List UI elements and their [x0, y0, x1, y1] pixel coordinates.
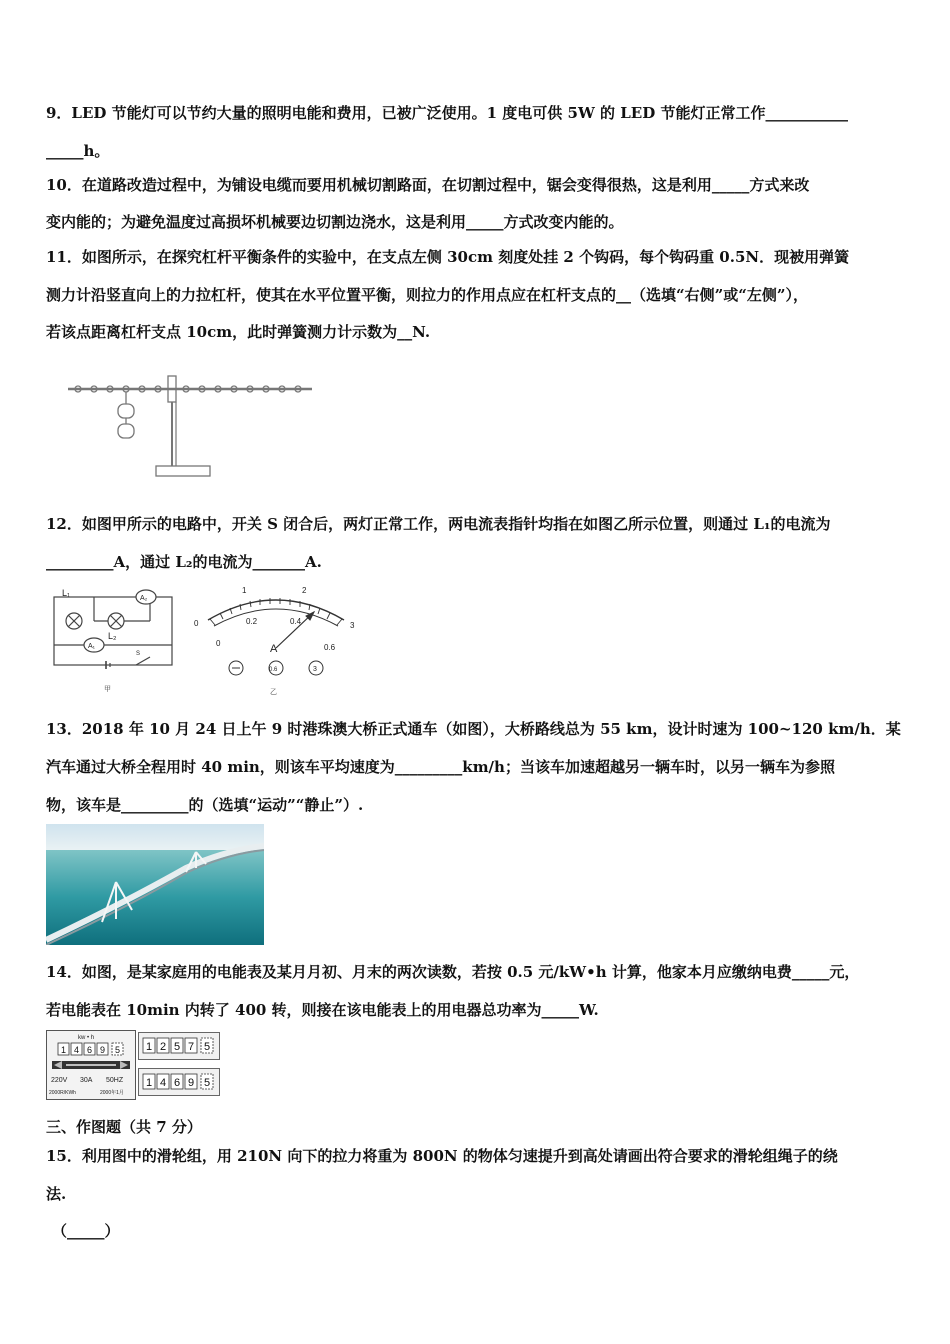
terminal-3: 3 [313, 666, 317, 673]
q12-line-1: 12．如图甲所示的电路中，开关 S 闭合后，两灯正常工作，两电流表指针均指在如图乙所示位置，则通过 L₁的电流为 [46, 515, 831, 533]
circuit-a1-label: A₁ [88, 643, 96, 650]
meter-digit-2: 4 [74, 1045, 80, 1055]
end-digit-1: 1 [146, 1077, 153, 1089]
lever-figure [60, 362, 320, 484]
end-digit-3: 6 [174, 1077, 181, 1089]
q10-line-2: 变内能的；为避免温度过高损坏机械要边切割边浇水，这是利用_____方式改变内能的。 [46, 213, 624, 231]
q15-answer-blank: （_____） [52, 1222, 120, 1240]
meter-tick-0: 0 [194, 619, 199, 628]
q15-line-2: 法. [46, 1185, 67, 1203]
q13-line-3: 物，该车是_________的（选填“运动”“静止”）. [46, 796, 364, 814]
q15-line-1: 15．利用图中的滑轮组，用 210N 向下的拉力将重为 800N 的物体匀速提升到高处请画出符合要求的滑轮组绳子的绕 [46, 1147, 838, 1165]
q11-line-1: 11．如图所示，在探究杠杆平衡条件的实验中，在支点左侧 30cm 刻度处挂 2 个钩码，每个钩码重 0.5N．现被用弹簧 [46, 248, 850, 266]
energy-meter-unit: kw • h [78, 1035, 95, 1041]
circuit-diagram [46, 583, 178, 695]
reading-month-end [138, 1068, 220, 1096]
circuit-l2-label: L₂ [108, 631, 117, 641]
spec-frequency: 50HZ [106, 1077, 124, 1084]
meter-tick-2: 2 [302, 586, 307, 595]
meter-unit: A [270, 643, 278, 655]
meter-inner-tick-0: 0 [216, 639, 221, 648]
start-digit-4: 7 [188, 1041, 195, 1053]
end-digit-5: 5 [204, 1077, 211, 1089]
start-digit-2: 2 [160, 1041, 167, 1053]
q13-line-1: 13．2018 年 10 月 24 日上午 9 时港珠澳大桥正式通车（如图），大桥路线总为 55 km，设计时速为 100~120 km/h．某 [46, 720, 901, 738]
start-digit-3: 5 [174, 1041, 181, 1053]
ammeter-dial [190, 580, 362, 700]
end-digit-2: 4 [160, 1077, 167, 1089]
start-digit-5: 5 [204, 1041, 211, 1053]
circuit-switch-label: S [136, 651, 141, 657]
meter-tick-3: 3 [350, 621, 355, 630]
meter-digit-4: 9 [100, 1045, 106, 1055]
energy-meter [46, 1030, 136, 1100]
q14-line-1: 14．如图，是某家庭用的电能表及某月月初、月末的两次读数，若按 0.5 元/kW•h 计算，他家本月应缴纳电费_____元， [46, 963, 860, 981]
bridge-photo [46, 824, 264, 945]
end-digit-4: 9 [188, 1077, 195, 1089]
circuit-caption: 甲 [104, 686, 111, 693]
spec-date: 2000年1月 [100, 1090, 124, 1096]
q9-line-2: _____h。 [46, 142, 110, 160]
section-3-title: 三、作图题（共 7 分） [46, 1118, 202, 1136]
circuit-l1-label: L₁ [62, 588, 71, 598]
q14-line-2: 若电能表在 10min 内转了 400 转，则接在该电能表上的用电器总功率为_____W. [46, 1001, 599, 1019]
meter-inner-tick-0.2: 0.2 [246, 617, 258, 626]
meter-digit-1: 1 [61, 1045, 67, 1055]
circuit-a2-label: A₂ [140, 595, 148, 602]
q13-line-2: 汽车通过大桥全程用时 40 min，则该车平均速度为_________km/h；当该车加速超越另一辆车时，以另一辆车为参照 [46, 758, 835, 776]
spec-revolutions: 2000R/KWh [49, 1090, 76, 1096]
terminal-0.6: 0.6 [269, 667, 278, 673]
reading-month-start [138, 1032, 220, 1060]
q12-line-2: _________A，通过 L₂的电流为_______A. [46, 553, 322, 571]
q11-line-3: 若该点距离杠杆支点 10cm，此时弹簧测力计示数为__N. [46, 323, 431, 341]
spec-voltage: 220V [51, 1077, 68, 1084]
meter-digit-3: 6 [87, 1045, 93, 1055]
q9-line-1: 9．LED 节能灯可以节约大量的照明电能和费用，已被广泛使用。1 度电可供 5W 的 LED 节能灯正常工作___________ [46, 104, 848, 122]
q10-line-1: 10．在道路改造过程中，为铺设电缆而要用机械切割路面，在切割过程中，锯会变得很热，这是利用_____方式来改 [46, 176, 810, 194]
meter-digit-5: 5 [115, 1045, 121, 1055]
ammeter-caption: 乙 [270, 689, 277, 696]
meter-inner-tick-0.4: 0.4 [290, 617, 302, 626]
meter-tick-1: 1 [242, 586, 247, 595]
spec-current: 30A [80, 1077, 93, 1084]
meter-inner-tick-0.6: 0.6 [324, 643, 336, 652]
start-digit-1: 1 [146, 1041, 153, 1053]
q11-line-2: 测力计沿竖直向上的力拉杠杆，使其在水平位置平衡，则拉力的作用点应在杠杆支点的__（选填“右侧”或“左侧”）， [46, 286, 809, 304]
